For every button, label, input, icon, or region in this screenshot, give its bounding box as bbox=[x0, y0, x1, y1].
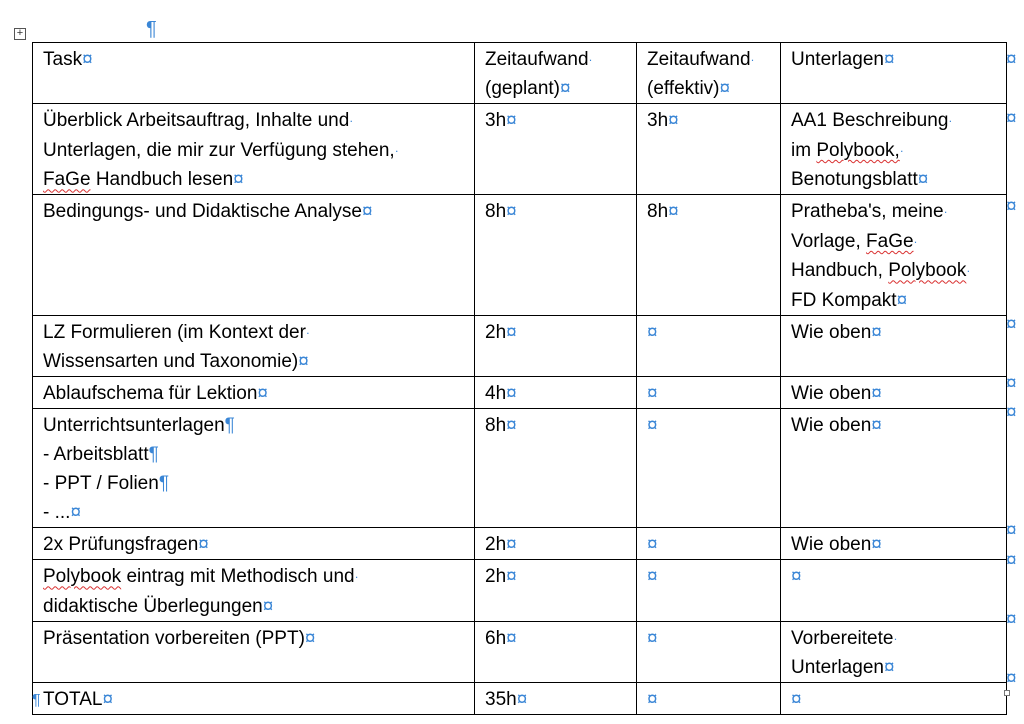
cell-end-mark: ¤ bbox=[82, 49, 93, 70]
cell-end-mark: ¤ bbox=[560, 78, 571, 100]
cell-task[interactable] bbox=[33, 621, 475, 682]
cell-unterlagen-text: Wie oben bbox=[791, 321, 872, 343]
cell-end-mark: ¤ bbox=[506, 566, 517, 588]
cell-task[interactable] bbox=[33, 683, 475, 715]
cell-end-mark: ¤ bbox=[883, 49, 895, 70]
cell-zeit-effektiv[interactable] bbox=[637, 560, 781, 621]
row-end-mark: ¤ bbox=[1006, 609, 1017, 630]
space-mark: · bbox=[349, 113, 354, 128]
paragraph-mark: ¶ bbox=[224, 415, 235, 437]
cell-zeit-geplant-text: 2h bbox=[485, 534, 507, 556]
table-row bbox=[33, 195, 1007, 315]
table-row bbox=[33, 104, 1007, 195]
cell-task-text: - PPT / Folien bbox=[43, 473, 159, 495]
cell-task[interactable] bbox=[33, 377, 475, 409]
task-table bbox=[32, 42, 1007, 715]
cell-zeit-geplant[interactable] bbox=[475, 409, 637, 528]
cell-end-mark: ¤ bbox=[647, 534, 658, 556]
cell-end-mark: ¤ bbox=[233, 169, 244, 191]
paragraph-mark-end: ¶ bbox=[32, 692, 41, 709]
cell-unterlagen-text: Unterlagen bbox=[791, 657, 884, 679]
cell-task-text: Polybook eintrag mit Methodisch und bbox=[43, 566, 355, 588]
cell-unterlagen-text: Wie oben bbox=[791, 415, 872, 437]
row-end-mark: ¤ bbox=[1006, 196, 1017, 217]
row-end-mark: ¤ bbox=[1006, 108, 1017, 129]
header-zeit-effektiv-line1: Zeitaufwand bbox=[647, 49, 751, 70]
row-end-mark: ¤ bbox=[1006, 520, 1017, 541]
table-row bbox=[33, 621, 1007, 682]
cell-end-mark: ¤ bbox=[506, 415, 517, 437]
cell-end-mark: ¤ bbox=[516, 689, 528, 711]
space-mark: · bbox=[948, 113, 953, 128]
cell-end-mark: ¤ bbox=[506, 627, 517, 649]
cell-end-mark: ¤ bbox=[647, 321, 658, 343]
cell-zeit-geplant-text: 8h bbox=[485, 201, 507, 223]
cell-end-mark: ¤ bbox=[896, 289, 908, 311]
space-mark: · bbox=[354, 569, 359, 584]
row-end-mark: ¤ bbox=[1006, 668, 1017, 689]
cell-end-mark: ¤ bbox=[647, 627, 658, 649]
cell-zeit-geplant[interactable] bbox=[475, 560, 637, 621]
cell-end-mark: ¤ bbox=[70, 502, 82, 524]
space-mark: · bbox=[943, 204, 948, 219]
cell-zeit-geplant[interactable] bbox=[475, 528, 637, 560]
cell-zeit-geplant[interactable] bbox=[475, 683, 637, 715]
space-mark: · bbox=[305, 325, 310, 340]
space-mark: · bbox=[394, 143, 399, 158]
cell-end-mark: ¤ bbox=[668, 201, 679, 223]
cell-unterlagen-text: Vorlage, FaGe bbox=[791, 230, 914, 252]
cell-zeit-geplant-text: 4h bbox=[485, 383, 507, 405]
header-unterlagen-label: Unterlagen bbox=[791, 49, 884, 70]
cell-unterlagen[interactable] bbox=[781, 195, 1007, 315]
space-mark: · bbox=[893, 631, 898, 646]
header-zeit-geplant-line2: (geplant) bbox=[485, 78, 560, 100]
space-mark: · bbox=[588, 52, 593, 67]
table-header-row bbox=[33, 43, 1007, 104]
cell-task-text: Präsentation vorbereiten (PPT) bbox=[43, 627, 305, 649]
header-zeit-effektiv-line2: (effektiv) bbox=[647, 78, 720, 100]
cell-unterlagen[interactable] bbox=[781, 621, 1007, 682]
cell-end-mark: ¤ bbox=[917, 169, 929, 191]
cell-end-mark: ¤ bbox=[871, 321, 882, 343]
cell-zeit-geplant[interactable] bbox=[475, 315, 637, 376]
cell-end-mark: ¤ bbox=[647, 689, 658, 711]
cell-end-mark: ¤ bbox=[198, 534, 209, 556]
cell-task[interactable] bbox=[33, 315, 475, 376]
cell-end-mark: ¤ bbox=[871, 534, 882, 556]
space-mark: · bbox=[899, 143, 904, 158]
cell-unterlagen-text: Benotungsblatt bbox=[791, 169, 918, 191]
cell-unterlagen-text: Wie oben bbox=[791, 534, 872, 556]
cell-end-mark: ¤ bbox=[506, 383, 517, 405]
table-row bbox=[33, 528, 1007, 560]
row-end-mark: ¤ bbox=[1006, 402, 1017, 423]
cell-zeit-effektiv[interactable] bbox=[637, 377, 781, 409]
cell-end-mark: ¤ bbox=[871, 383, 882, 405]
cell-unterlagen-text: im Polybook, bbox=[791, 139, 900, 161]
cell-end-mark: ¤ bbox=[647, 566, 658, 588]
cell-end-mark: ¤ bbox=[506, 201, 517, 223]
header-zeit-effektiv[interactable] bbox=[637, 43, 781, 104]
cell-unterlagen-text: FD Kompakt bbox=[791, 289, 897, 311]
cell-unterlagen-text: Vorbereitete bbox=[791, 627, 894, 649]
cell-task[interactable] bbox=[33, 409, 475, 528]
cell-end-mark: ¤ bbox=[791, 566, 802, 588]
space-mark: · bbox=[750, 52, 755, 67]
cell-end-mark: ¤ bbox=[883, 657, 895, 679]
header-zeit-geplant-line1: Zeitaufwand bbox=[485, 49, 589, 70]
cell-zeit-geplant-text: 2h bbox=[485, 321, 507, 343]
cell-task-text: - ... bbox=[43, 502, 71, 524]
cell-end-mark: ¤ bbox=[871, 415, 882, 437]
cell-unterlagen[interactable] bbox=[781, 409, 1007, 528]
cell-end-mark: ¤ bbox=[304, 627, 316, 649]
cell-task-text: FaGe Handbuch lesen bbox=[43, 169, 234, 191]
cell-task-text: - Arbeitsblatt bbox=[43, 444, 149, 466]
space-mark: · bbox=[966, 263, 971, 278]
cell-task-text: Bedingungs- und Didaktische Analyse bbox=[43, 201, 362, 223]
cell-task-text: TOTAL bbox=[43, 689, 103, 711]
cell-end-mark: ¤ bbox=[506, 110, 517, 132]
table-row bbox=[33, 315, 1007, 376]
header-task-label: Task bbox=[43, 49, 83, 70]
cell-zeit-geplant-text: 3h bbox=[485, 110, 507, 132]
cell-zeit-geplant-text: 8h bbox=[485, 415, 507, 437]
cell-zeit-geplant-text: 2h bbox=[485, 566, 507, 588]
cell-task-text: 2x Prüfungsfragen bbox=[43, 534, 199, 556]
cell-zeit-effektiv[interactable] bbox=[637, 409, 781, 528]
cell-end-mark: ¤ bbox=[361, 201, 373, 223]
cell-end-mark: ¤ bbox=[647, 383, 658, 405]
cell-zeit-effektiv[interactable] bbox=[637, 528, 781, 560]
cell-task-text: LZ Formulieren (im Kontext der bbox=[43, 321, 306, 343]
cell-end-mark: ¤ bbox=[298, 351, 309, 373]
cell-zeit-effektiv[interactable] bbox=[637, 621, 781, 682]
cell-unterlagen[interactable] bbox=[781, 377, 1007, 409]
table-resize-handle[interactable] bbox=[1004, 690, 1010, 696]
cell-unterlagen-text: Pratheba's, meine bbox=[791, 201, 944, 223]
cell-zeit-geplant[interactable] bbox=[475, 104, 637, 195]
table-row bbox=[33, 683, 1007, 715]
cell-end-mark: ¤ bbox=[257, 383, 268, 405]
cell-unterlagen[interactable] bbox=[781, 315, 1007, 376]
table-row bbox=[33, 377, 1007, 409]
cell-end-mark: ¤ bbox=[506, 321, 517, 343]
cell-zeit-effektiv[interactable] bbox=[637, 683, 781, 715]
cell-zeit-geplant-text: 6h bbox=[485, 627, 507, 649]
cell-zeit-geplant[interactable] bbox=[475, 621, 637, 682]
cell-end-mark: ¤ bbox=[262, 595, 274, 617]
cell-task-text: Unterrichtsunterlagen bbox=[43, 415, 225, 437]
cell-unterlagen-text: Handbuch, Polybook bbox=[791, 260, 967, 282]
header-task[interactable] bbox=[33, 43, 475, 104]
cell-task-text: Wissensarten und Taxonomie) bbox=[43, 351, 299, 373]
cell-task-text: Unterlagen, die mir zur Verfügung stehen, bbox=[43, 139, 395, 161]
header-unterlagen[interactable] bbox=[781, 43, 1007, 104]
cell-zeit-geplant-text: 35h bbox=[485, 689, 517, 711]
cell-unterlagen[interactable] bbox=[781, 683, 1007, 715]
cell-end-mark: ¤ bbox=[791, 689, 802, 711]
cell-zeit-effektiv[interactable] bbox=[637, 315, 781, 376]
row-end-mark: ¤ bbox=[1006, 49, 1017, 70]
row-end-mark: ¤ bbox=[1006, 314, 1017, 335]
cell-task-text: Ablaufschema für Lektion bbox=[43, 383, 258, 405]
row-end-mark: ¤ bbox=[1006, 373, 1017, 394]
header-zeit-geplant[interactable] bbox=[475, 43, 637, 104]
cell-unterlagen-text: AA1 Beschreibung bbox=[791, 110, 949, 132]
cell-unterlagen-text: Wie oben bbox=[791, 383, 872, 405]
cell-task-text: Überblick Arbeitsauftrag, Inhalte und bbox=[43, 110, 350, 132]
cell-zeit-effektiv[interactable] bbox=[637, 104, 781, 195]
table-row bbox=[33, 560, 1007, 621]
space-mark: · bbox=[913, 234, 918, 249]
cell-task-text: didaktische Überlegungen bbox=[43, 595, 263, 617]
cell-zeit-geplant[interactable] bbox=[475, 195, 637, 315]
cell-task[interactable] bbox=[33, 104, 475, 195]
paragraph-mark: ¶ bbox=[148, 444, 159, 466]
cell-zeit-effektiv[interactable] bbox=[637, 195, 781, 315]
cell-zeit-effektiv-text: 3h bbox=[647, 110, 669, 132]
table-row bbox=[33, 409, 1007, 528]
table-move-handle[interactable]: + bbox=[14, 28, 26, 40]
cell-zeit-effektiv-text: 8h bbox=[647, 201, 669, 223]
cell-task[interactable] bbox=[33, 528, 475, 560]
cell-zeit-geplant[interactable] bbox=[475, 377, 637, 409]
cell-unterlagen[interactable] bbox=[781, 560, 1007, 621]
cell-end-mark: ¤ bbox=[719, 78, 731, 100]
paragraph-mark: ¶ bbox=[146, 18, 157, 40]
paragraph-mark: ¶ bbox=[158, 473, 170, 495]
row-end-mark: ¤ bbox=[1006, 550, 1017, 571]
cell-task[interactable] bbox=[33, 195, 475, 315]
cell-end-mark: ¤ bbox=[647, 415, 658, 437]
cell-task[interactable] bbox=[33, 560, 475, 621]
cell-end-mark: ¤ bbox=[102, 689, 114, 711]
cell-unterlagen[interactable] bbox=[781, 528, 1007, 560]
cell-end-mark: ¤ bbox=[668, 110, 679, 132]
cell-end-mark: ¤ bbox=[506, 534, 517, 556]
cell-unterlagen[interactable] bbox=[781, 104, 1007, 195]
